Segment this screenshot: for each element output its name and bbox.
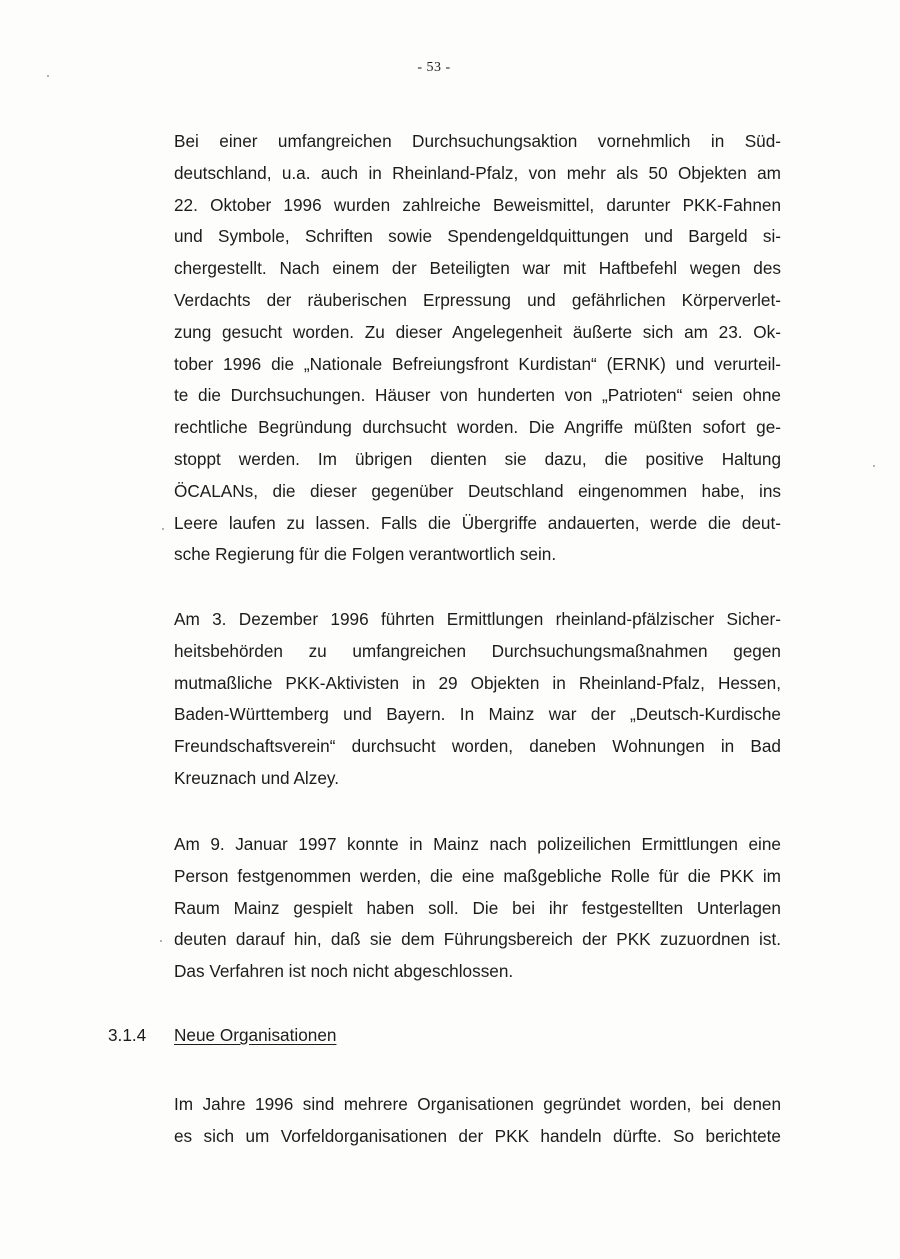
text-line: deutschland, u.a. auch in Rheinland-Pfalz, von mehr als 50 Objekten am bbox=[174, 162, 781, 183]
text-line: 22. Oktober 1996 wurden zahlreiche Beweismittel, darunter PKK-Fahnen bbox=[174, 194, 781, 215]
text-line: chergestellt. Nach einem der Beteiligten war mit Haftbefehl wegen des bbox=[174, 258, 781, 279]
text-line: Am 9. Januar 1997 konnte in Mainz nach polizeilichen Ermittlungen eine bbox=[174, 834, 781, 854]
paragraph-january-arrest bbox=[174, 829, 781, 988]
paragraph-search-operation bbox=[174, 126, 781, 571]
text-line: es sich um Vorfeldorganisationen der PKK handeln dürfte. So berichtete bbox=[174, 1125, 781, 1146]
text-line: deuten darauf hin, daß sie dem Führungsbereich der PKK zuzuordnen ist. bbox=[174, 929, 781, 950]
text-line: ÖCALANs, die dieser gegenüber Deutschland eingenommen habe, ins bbox=[174, 480, 781, 501]
scan-speck bbox=[873, 465, 875, 467]
text-line: heitsbehörden zu umfangreichen Durchsuchungsmaßnahmen gegen bbox=[174, 640, 781, 661]
text-line: Das Verfahren ist noch nicht abgeschlossen. bbox=[174, 961, 514, 982]
text-line: Baden-Württemberg und Bayern. In Mainz war der „Deutsch-Kurdische bbox=[174, 704, 781, 725]
scan-speck bbox=[162, 528, 164, 530]
text-line: zung gesucht worden. Zu dieser Angelegenheit äußerte sich am 23. Ok- bbox=[174, 321, 781, 342]
text-line: mutmaßliche PKK-Aktivisten in 29 Objekten in Rheinland-Pfalz, Hessen, bbox=[174, 672, 781, 693]
text-line: tober 1996 die „Nationale Befreiungsfront Kurdistan“ (ERNK) und verurteil- bbox=[174, 353, 781, 374]
paragraph-december-raids bbox=[174, 604, 781, 795]
text-line: Am 3. Dezember 1996 führten Ermittlungen rheinland-pfälzischer Sicher- bbox=[174, 609, 781, 629]
text-line: rechtliche Begründung durchsucht worden. Die Angriffe müßten sofort ge- bbox=[174, 417, 781, 438]
text-line: te die Durchsuchungen. Häuser von hunderten von „Patrioten“ seien ohne bbox=[174, 385, 781, 406]
text-line: Bei einer umfangreichen Durchsuchungsaktion vornehmlich in Süd- bbox=[174, 131, 781, 151]
text-line: Verdachts der räuberischen Erpressung und gefährlichen Körperverlet- bbox=[174, 289, 781, 310]
text-line: Person festgenommen werden, die eine maßgebliche Rolle für die PKK im bbox=[174, 865, 781, 886]
text-line: und Symbole, Schriften sowie Spendengeldquittungen und Bargeld si- bbox=[174, 226, 781, 247]
section-number: 3.1.4 bbox=[108, 1025, 147, 1045]
text-line: Im Jahre 1996 sind mehrere Organisationen gegründet worden, bei denen bbox=[174, 1094, 781, 1114]
text-line: Freundschaftsverein“ durchsucht worden, daneben Wohnungen in Bad bbox=[174, 736, 781, 757]
text-line: Leere laufen zu lassen. Falls die Übergriffe andauerten, werde die deut- bbox=[174, 512, 781, 533]
text-line: Kreuznach und Alzey. bbox=[174, 767, 339, 788]
scan-speck bbox=[47, 75, 49, 77]
section-title: Neue Organisationen bbox=[174, 1025, 337, 1045]
paragraph-new-organisations bbox=[174, 1089, 781, 1153]
section-heading bbox=[108, 1025, 608, 1051]
scan-speck bbox=[160, 940, 162, 942]
text-line: Raum Mainz gespielt haben soll. Die bei ihr festgestellten Unterlagen bbox=[174, 897, 781, 918]
text-line: sche Regierung für die Folgen verantwortlich sein. bbox=[174, 544, 557, 565]
page-number: - 53 - bbox=[417, 60, 451, 75]
text-line: stoppt werden. Im übrigen dienten sie dazu, die positive Haltung bbox=[174, 448, 781, 469]
